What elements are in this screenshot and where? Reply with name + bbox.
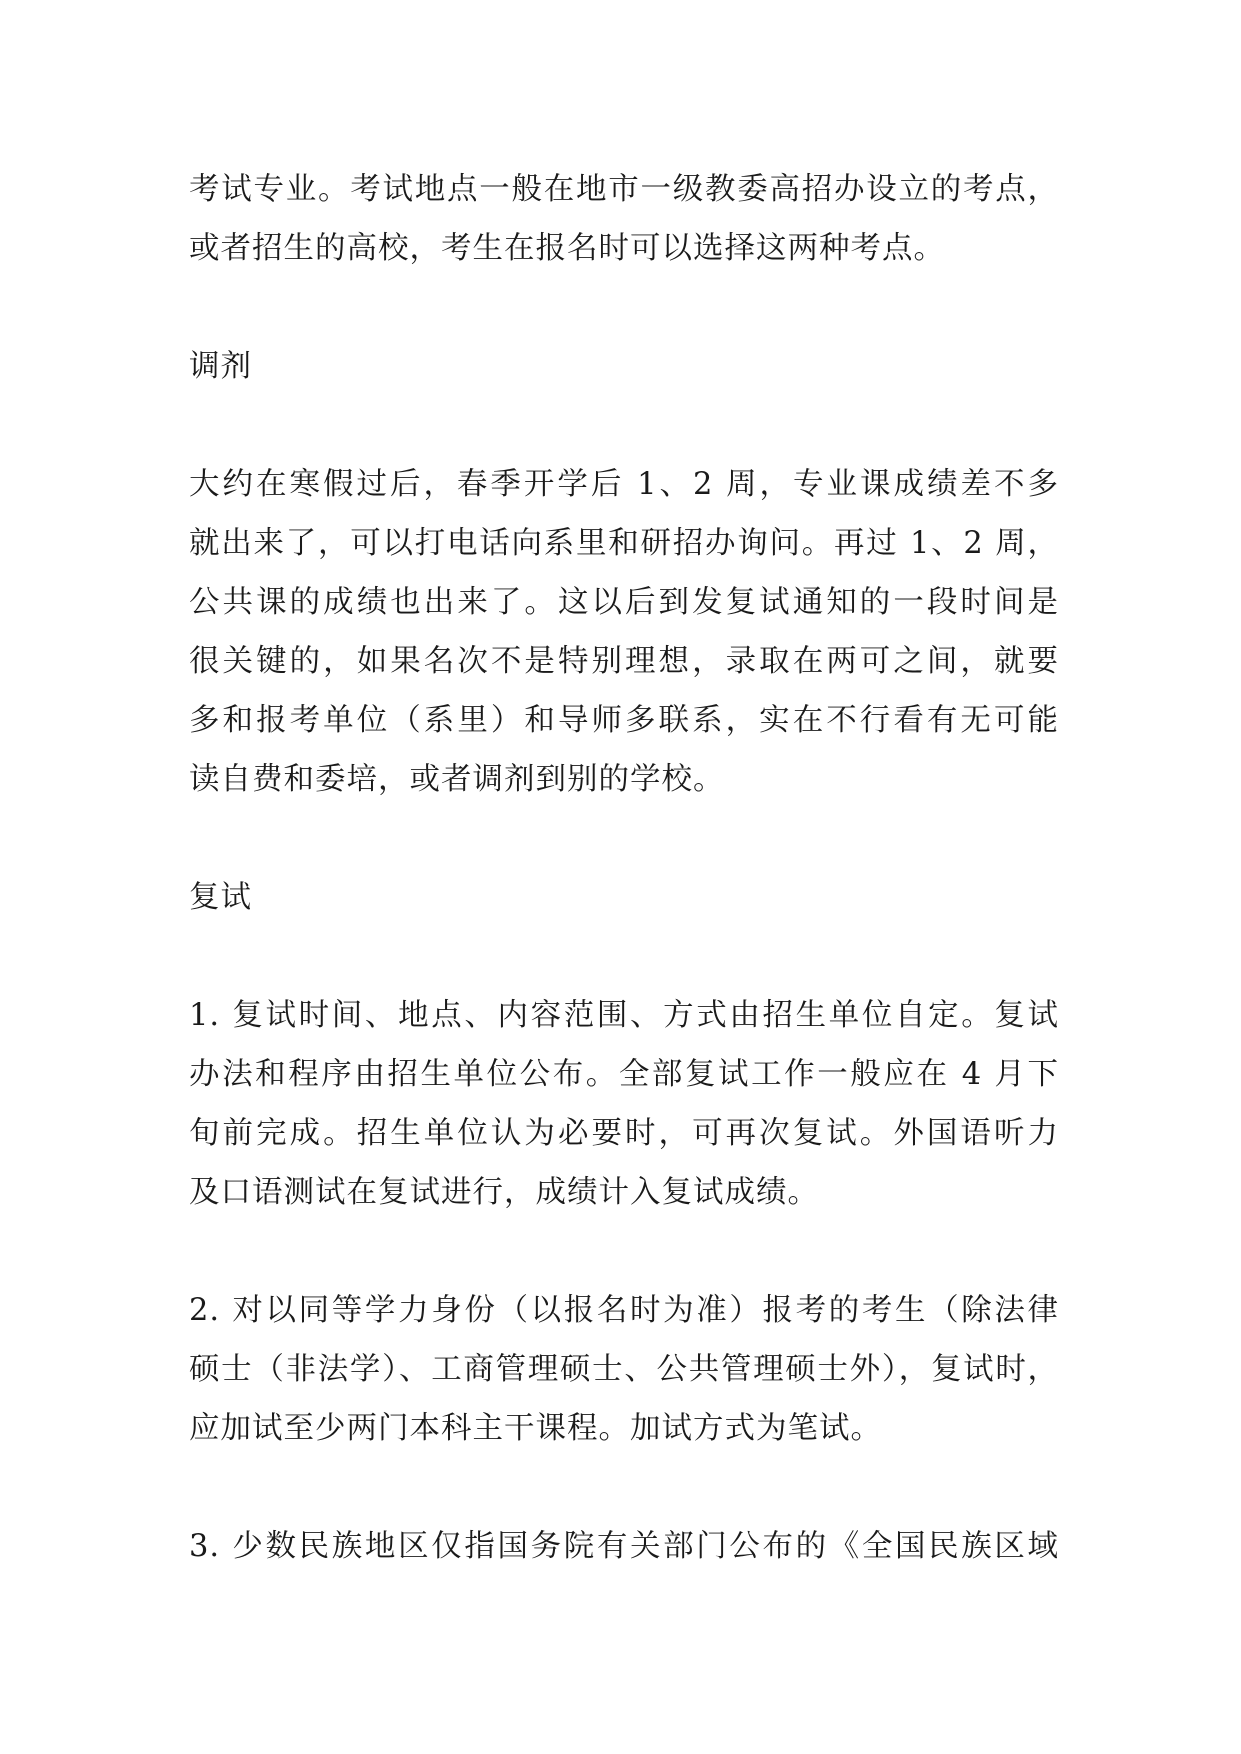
text-line: 3. 少数民族地区仅指国务院有关部门公布的《全国民族区域 [189,1529,1059,1564]
text-line: 考试专业。考试地点一般在地市一级教委高招办设立的考点， [189,172,1059,207]
section-heading-retest: 复试 [189,880,252,915]
text-line: 2. 对以同等学力身份（以报名时为准）报考的考生（除法律 [189,1293,1059,1328]
text-line: 硕士（非法学）、工商管理硕士、公共管理硕士外），复试时， [189,1352,1059,1387]
text-line: 就出来了，可以打电话向系里和研招办询问。再过 1、2 周， [189,526,1059,561]
text-line: 很关键的，如果名次不是特别理想，录取在两可之间，就要 [189,644,1059,679]
paragraph-retest-item-3 [189,1517,1059,1576]
text-line: 多和报考单位（系里）和导师多联系，实在不行看有无可能 [189,703,1059,738]
text-line: 办法和程序由招生单位公布。全部复试工作一般应在 4 月下 [189,1057,1059,1092]
text-line: 1. 复试时间、地点、内容范围、方式由招生单位自定。复试 [189,998,1059,1033]
paragraph-exam-location [189,160,1059,278]
text-line: 公共课的成绩也出来了。这以后到发复试通知的一段时间是 [189,585,1059,620]
text-line: 大约在寒假过后，春季开学后 1、2 周，专业课成绩差不多 [189,467,1059,502]
paragraph-retest-item-1 [189,986,1059,1222]
paragraph-adjustment [189,455,1059,809]
text-line: 读自费和委培，或者调剂到别的学校。 [189,762,725,797]
document-body [189,160,1059,1635]
text-line: 或者招生的高校，考生在报名时可以选择这两种考点。 [189,231,945,266]
paragraph-retest-item-2 [189,1281,1059,1458]
text-line: 及口语测试在复试进行，成绩计入复试成绩。 [189,1175,819,1210]
text-line: 应加试至少两门本科主干课程。加试方式为笔试。 [189,1411,882,1446]
section-heading-adjustment: 调剂 [189,349,252,384]
text-line: 旬前完成。招生单位认为必要时，可再次复试。外国语听力 [189,1116,1059,1151]
